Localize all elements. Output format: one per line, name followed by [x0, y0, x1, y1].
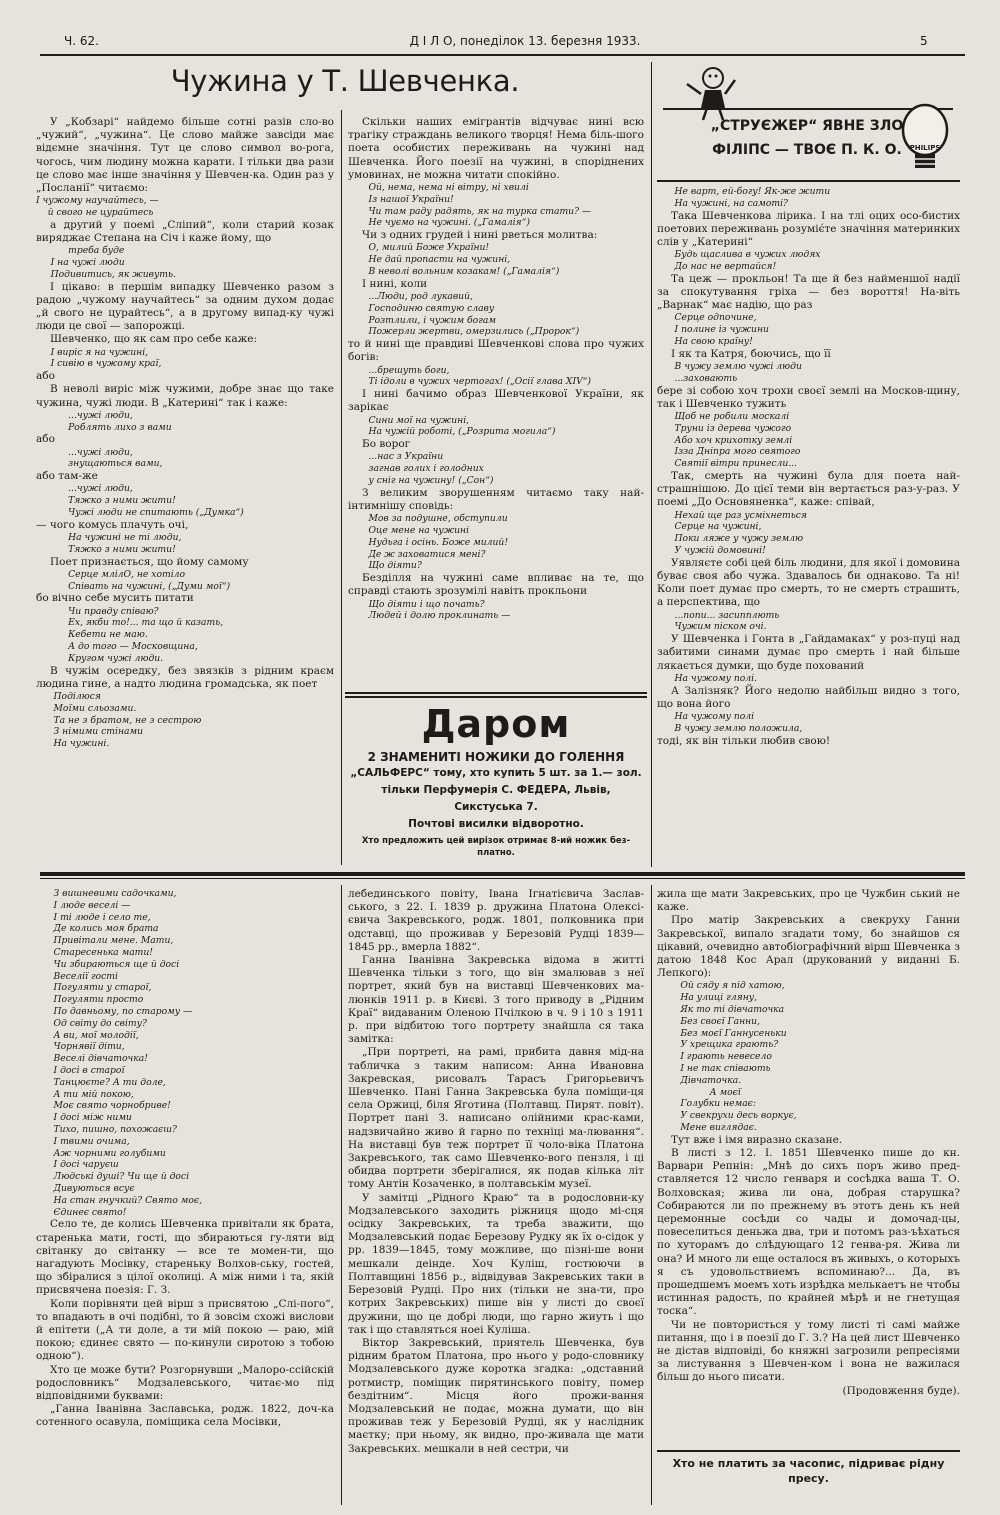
subscribe-line-2: пресу.: [788, 1472, 829, 1485]
subscribe-notice: [657, 1456, 960, 1496]
article-column-3: [657, 186, 960, 866]
text-line: лебединського повіту, Івана Ігнатієвича Заслав-ського, з 22. І. 1839 р. дружина Платона Олексі-євича Закревського, родж. 1801, полковника при одставці, що проживав у Березовій Рудці 1839—1845 рр., вмерла 1882“.: [348, 888, 644, 953]
paragraph: В чужім осередку, без звязків з рідним краєм людина гине, а надто людина громадська, як поет: [36, 664, 334, 690]
darom-line-7: платно.: [477, 848, 515, 858]
text-line: тоді, як він тільки любив свою!: [657, 734, 831, 747]
ad-rule: [345, 696, 647, 698]
paragraph: Віктор Закревський, приятель Шевченка, був рідним братом Платона, про нього у родо-словнику Модзалевського дуже коротка згадка: „одставний ротмистр, поміщик пирятинського повіту, помер бездітним“. Місця його прожи-вання Модзалевський не подає, можна думати, що він проживав теж у Березовій Рудці, як у наслідник маєтку; при ньому, як видно, про-живала ще мати Закревських. мешкали в ней сестри, чи: [348, 1336, 644, 1455]
paragraph: І цікаво: в першім випадку Шевченко разом з радою „чужому научайтесь“ за одним духом додає „й свого не цурайтесь“, а в другому випад-ку чужі люди це свої — запорожці.: [36, 280, 334, 333]
verse-quote: Ой, нема, нема ні вітру, ні хвилі Із нашої України! Чи там раду радять, як на турка стати? — Не чуємо на чужині. („Гамалія“): [368, 182, 592, 229]
verse-quote: На чужому полі В чужу землю положила,: [674, 711, 803, 734]
ad-bottom-rule: [657, 180, 960, 182]
paragraph: В листі з 12. І. 1851 Шевченко пише до кн. Варвари Репнін: „Мнѣ до сихъ поръ живо пред-ставляется 12 число генваря и сосѣдка ваша Т. О. Волховская; жива ли она, добрая старушка? Собираются ли по прежнему въ этотъ день къ ней церемонные сосѣди со чады и домочад-цы, повеселиться деньжа два, три и потомъ раз-ъѣхаться по хуторамъ до слѣдующаго 12 генва-ря. Жива ли она? И много ли еще осталося въ живыхъ, о которыхъ я съ удовольствиемъ вспоминаю?... Да, въ прошедшемъ моемъ хоть изрѣдка мелькаетъ не чтобы истинная радость, по крайней мѣрѣ и не гнетущая тоска“.: [657, 1146, 960, 1318]
paragraph: Безділля на чужині саме впливає на те, що справді стають зрозумілі навіть прокльони: [348, 572, 644, 598]
article-column-2: [348, 116, 644, 688]
darom-ad: [345, 700, 647, 865]
paragraph: І нині бачимо образ Шевченкової України, як зарікає: [348, 388, 644, 414]
continued-note: (Продовження буде).: [842, 1384, 960, 1397]
philips-slogan-1: „СТРУЄЖЕР“ ЯВНЕ ЗЛО: [710, 118, 904, 134]
verse-quote: Серце одпочине, І полине із чужини На свою країну!: [674, 312, 769, 347]
verse-quote: ...чужі люди, Тяжко з ними жити! Чужі люди не спитають („Думка“): [68, 483, 244, 519]
column-divider: [341, 110, 342, 865]
verse-quote: ...попи... засипплють Чужим піском очі.: [674, 609, 780, 633]
paragraph: У замітці „Рідного Краю“ та в родословни-ку Модзалевського заходить ріжниця щодо мі-сця осідку Закревських, та треба зважити, що Модзалевський подає Березову Рудку як їх о-сідок у рр. 1839—1845, тому можливе, що пізні-ше вони мешкали деінде. Хоч Куліш, гостюючи в Полтавщині 1856 р., відвідував Закревських таки в Березовій Рудці. Про них (тільки не зна-ти, про котрих Закревських) пише він у листі до своєї дружини, що це добрі люди, що гарно жиуть і що так і що ставляться ноеі Куліша.: [348, 1191, 644, 1336]
paragraph: Така Шевченкова лірика. І на тлі оцих осо-бистих поетових переживань розуміє́те значіння материнких слів у „Катерині“: [657, 209, 960, 248]
verse-quote: І виріс я на чужині, І сивію в чужому краї,: [50, 346, 162, 370]
text-line: або: [36, 370, 55, 383]
paragraph: І як та Катря, боючись, що її: [671, 347, 831, 360]
header-rule: [40, 54, 965, 56]
ad-rule: [345, 692, 647, 694]
verse-quote: Що діяти і що почать? Людей і долю проклинать —: [368, 598, 511, 622]
paragraph: І нині, коли: [362, 277, 428, 290]
text-line: бере зі собою хоч трохи своєї землі на Москов-щину, так і Шевченко тужить: [657, 384, 960, 410]
section-rule: [40, 878, 965, 879]
paragraph: Шевченко, що як сам про себе каже:: [50, 333, 257, 346]
paragraph: Чи з одних грудей і нині рветься молитва:: [362, 229, 598, 242]
darom-line-5: Почтові висилки відворотно.: [408, 818, 584, 830]
verse-quote: Мов за подушне, обступили Оце мене на чужині Нудьга і осінь. Боже милий! Де ж заховатися мені? Що діяти?: [368, 513, 509, 572]
darom-line-2: „САЛЬФЕРС“ тому, хто купить 5 шт. за 1.— зол.: [350, 767, 642, 779]
darom-line-1: 2 ЗНАМЕНИТІ НОЖИКИ ДО ГОЛЕННЯ: [367, 750, 625, 764]
notice-rule: [657, 1450, 960, 1452]
text-line: то й нині ще правдиві Шевченкові слова про чужих богів:: [348, 338, 644, 364]
paragraph: Коли порівняти цей вірш з присвятою „Слі-пого“, то впадають в очі подібні, то й зовсім схожі вислови й епітети („А ти доле, а ти мій покою — раю, мій покою; єдинеє свято — по-кинули сиротою з тобою одною“).: [36, 1297, 334, 1363]
paragraph: З великим зворушенням читаємо таку най-інтимнішу сповідь:: [348, 486, 644, 512]
paragraph: Ганна Іванівна Закревська відома в житті Шевченка тільки з того, що він змалював з неї портрет, який був на виставці Шевченкових ма-люнків 1911 р. в Києві. З того приводу в „Рідним Краї“ видаваним Оленою Пчілкою в ч. 9 і 10 з 1911 р. при відбитою того портрету знайшла ся така замітка:: [348, 954, 644, 1046]
darom-line-6: Хто предложить цей вирізок отримає 8-ий ножик без-: [361, 836, 631, 846]
text-line: — чого комусь плачуть очі,: [36, 518, 189, 531]
philips-brand: PHILIPS: [909, 144, 941, 152]
verse-quote: В чужу землю чужі люди ...заховають: [674, 361, 802, 384]
paragraph: Тут вже і імя виразно сказане.: [671, 1133, 843, 1146]
light-bulb-icon: [899, 102, 951, 174]
column-divider: [651, 62, 652, 867]
page-number: 5: [920, 34, 928, 48]
verse-quote: З вишневими садочками, І люде веселі — І ті люде і село те, Де колись моя брата Привітали мене. Мати, Старесенька мати! Чи збираються ще й досі Веселії гості Погуляти у старої, Погуляти просто По давньому, по старому — Од світу до світу? А ви, мої молодії, Чорнявії діти, Веселі дівчаточка! І досі в старої Танцюєте? А ти доле, А ти мій покою, Моє свято чорнобриве! І досі між ними Тихо, пишно, похожаєш? І твими очима, Аж чорними голубими І досі чаруєш Людські душі? Чи ще й досі Дивуються всує На стан гнучкий? Свято моє, Єдинеє свято!: [53, 888, 202, 1218]
paragraph: а другий у поемі „Сліпий“, коли старий козак виряджає Степана на Січ і каже йому, що: [36, 218, 334, 245]
cartoon-figure-icon: [683, 62, 738, 122]
paragraph: У „Кобзарі“ найдемо більше сотні разів сло-во „чужий“, „чужина“. Це слово майже завсіди має відємне значіння. Тут це слово символ во-рога, чогось, чим людину можна карати. І тільки два рази це слово має інше значіння у Шевчен-ка. Один раз у „Посланії“ читаємо:: [36, 116, 334, 195]
verse-quote: Не варт, ей-богу! Як-же жити На чужині, на самоті?: [674, 186, 831, 209]
paragraph: А Залізняк? Його недолю найбільш видно з того, що вона його: [657, 684, 960, 710]
paragraph: Бо ворог: [362, 438, 411, 451]
verse-quote: Ой сяду я під хатою, На улиці гляну, Як то ті дівчаточка Без своєї Ганни, Без моєї Ганнусеньки У хрещика грають? І грають невесело І не так співають Дівчаточка. А моєї Голубки немає: У свекрухи десь воркує, Мене виглядає.: [680, 980, 797, 1133]
verse-quote: ...чужі люди, знущаються вами,: [68, 446, 163, 470]
text-line: бо вічно себе мусить питати: [36, 592, 194, 605]
verse-quote: Нехай ще раз усміхнеться Серце на чужині, Поки ляже у чужу землю У чужій домовині!: [674, 509, 807, 556]
paragraph: Скільки наших емігрантів відчуває нині всю трагіку страждань великого творця! Нема біль-шого поета особистих переживань на чужині над Шевченка. Його поезії на чужині, в споріднених умовинах, не можна читати спокійно.: [348, 116, 644, 181]
text-line: жила ще мати Закревських, про це Чужбин ський не каже.: [657, 888, 960, 914]
paragraph: „При портреті, на рамі, прибита давня мід-на табличка з таким написом: Анна Ивановна Закревская, рисовалъ Тарасъ Григорьевичъ Шевченко. Пані Ганна Закревська була поміщи-ця села Оржиці, біля Яготина (Полтавщ. Пирят. повіт). Портрет пані З. написано олійними крас-ками, надзвичайно живо й гарно по техніці ма-лювання“. На виставці був теж портрет її чоло-віка Платона Закревського, так само Шевченко-вого пензля, і ці обидва портрети зберігалися, як подав кілька літ тому Антін Козаченко, в полтавськім музеї.: [348, 1046, 644, 1191]
paragraph: Уявляєте собі цей біль людини, для якої і домовина буває своя або чужа. Здавалось би однаково. Та ні! Коли поет думає про смерть, то не смерть страшить, а перспектива, що: [657, 556, 960, 609]
verse-quote: ...Люди, род лукавий, Господиню святую славу Розтлили, і чужим богам Пожерли жертви, омерзились („Пророк“): [368, 291, 580, 338]
article-column-4: [36, 888, 334, 1508]
paragraph: „Ганна Іванівна Заславська, родж. 1822, доч-ка сотенного осавула, поміщика села Мосівки,: [36, 1403, 334, 1429]
paragraph: Хто це може бути? Розгорнувши „Малоро-ссійскій родословникъ“ Модзалевського, читає-мо під відповідними буквами:: [36, 1363, 334, 1402]
philips-ad: [663, 62, 953, 178]
darom-headline: Даром: [421, 702, 571, 746]
verse-quote: ...чужі люди, Роблять лихо з вами: [68, 409, 172, 433]
paragraph: В неволі виріс між чужими, добре знає що таке чужина, чужі люди. В „Катерині“ так і каже:: [36, 383, 334, 409]
subscribe-line-1: Хто не платить за часопис, підриває рідну: [672, 1457, 945, 1470]
darom-line-4: Сикстуська 7.: [454, 801, 538, 813]
article-title: Чужина у Т. Шевченка.: [170, 64, 520, 98]
paragraph: Та цеж — прокльон! Та ще й без найменшої надії за спокутування гріха — без вороття! На-віть „Варнак“ має надію, що раз: [657, 272, 960, 312]
verse-quote: На чужому полі.: [657, 672, 757, 684]
verse-quote: На чужині не ті люди, Тяжко з ними жити!: [68, 532, 182, 555]
issue-number: Ч. 62.: [64, 34, 99, 48]
verse-quote: ...нас з України загнав голих і голодних у сніг на чужину! („Сон“): [368, 451, 494, 486]
verse-quote: треба буде І на чужі люди Подивитись, як живуть.: [50, 245, 176, 280]
text-line: або там-же: [36, 470, 98, 483]
text-line: або: [36, 433, 55, 446]
verse-quote: Сини мої на чужині, На чужій роботі, („Розрита могила“): [368, 414, 556, 438]
article-column-5: [348, 888, 644, 1508]
verse-quote: ...брешуть боги, Ті ідоли в чужих чертогах! („Осії глава XIV“): [368, 364, 591, 388]
verse-quote: Будь щаслива в чужих людях До нас не вертайся!: [674, 249, 821, 272]
article-column-6: [657, 888, 960, 1446]
verse-quote: О, милий Боже України! Не дай пропасти на чужині, В неволі вольним козакам! („Гамалія“): [368, 242, 560, 277]
philips-slogan-2: ФІЛІПС — ТВОЄ П. К. О.: [712, 142, 902, 158]
section-rule: [40, 872, 965, 876]
paragraph: Село те, де колись Шевченка привітали як брата, старенька мати, гості, що збираються гу-ляти від світанку до світанку — все те момен-ти, що нагадують Мосівку, старенькy Волхов-ську, гостей, що збіралися з цілої околиці. А між ними і та, якій присвячена поезія: Г. З.: [36, 1218, 334, 1297]
paragraph: Поет признається, що йому самому: [50, 555, 249, 568]
verse-quote: Чи правду співаю? Ех, якби то!... та що й казать, Кебети не маю. А до того — Московщина, Кругом чужі люди.: [68, 605, 224, 664]
paragraph: Чи не повтористься у тому листі ті самі майже питання, що і в поезії до Г. З.? На цей лист Шевченко не дістав відповіді, бо княжні загрозили репресіями за листування з Шевчен-ком і вона не важилася більш до нього писати.: [657, 1318, 960, 1384]
paragraph: У Шевченка і Гонта в „Гайдамаках“ у роз-пуці над забитими синами думає про смерть і най більше лякається думки, що буде похований: [657, 633, 960, 672]
verse-quote: Серце млілО, не хотіло Співать на чужині, („Думи мої“): [68, 568, 231, 592]
paragraph: Про матір Закревських а свекруху Ганни Закревської, випало згадати тому, бо знайшов ся цікавий, очевидно автобіографічний вірш Шевченка з датою 1848 Кос Арал (друкований у виданні Б. Лепкого):: [657, 914, 960, 980]
darom-line-3: тільки Перфумерія С. ФЕДЕРА, Львів,: [381, 784, 611, 796]
verse-quote: Щоб не робили москалі Труни із дерева чужого Або хоч крихотку землі Ізза Дніпра мого святого Святії вітри принесли...: [674, 411, 801, 470]
paragraph: Так, смерть на чужині була для поета най-страшнішою. До цієї теми він вертається раз-у-раз. У поемі „До Основяненка“, каже: співай,: [657, 469, 960, 509]
masthead-date: Д І Л О, понеділок 13. березня 1933.: [409, 34, 641, 48]
verse-quote: Поділюся Моїми сльозами. Та не з братом, не з сестрою З німими стінами На чужині.: [53, 691, 202, 750]
verse-quote: І чужому научайтесь, — й свого не цурайтесь: [36, 195, 159, 219]
article-column-1: [36, 116, 334, 866]
column-divider: [341, 885, 342, 1505]
column-divider: [651, 885, 652, 1505]
